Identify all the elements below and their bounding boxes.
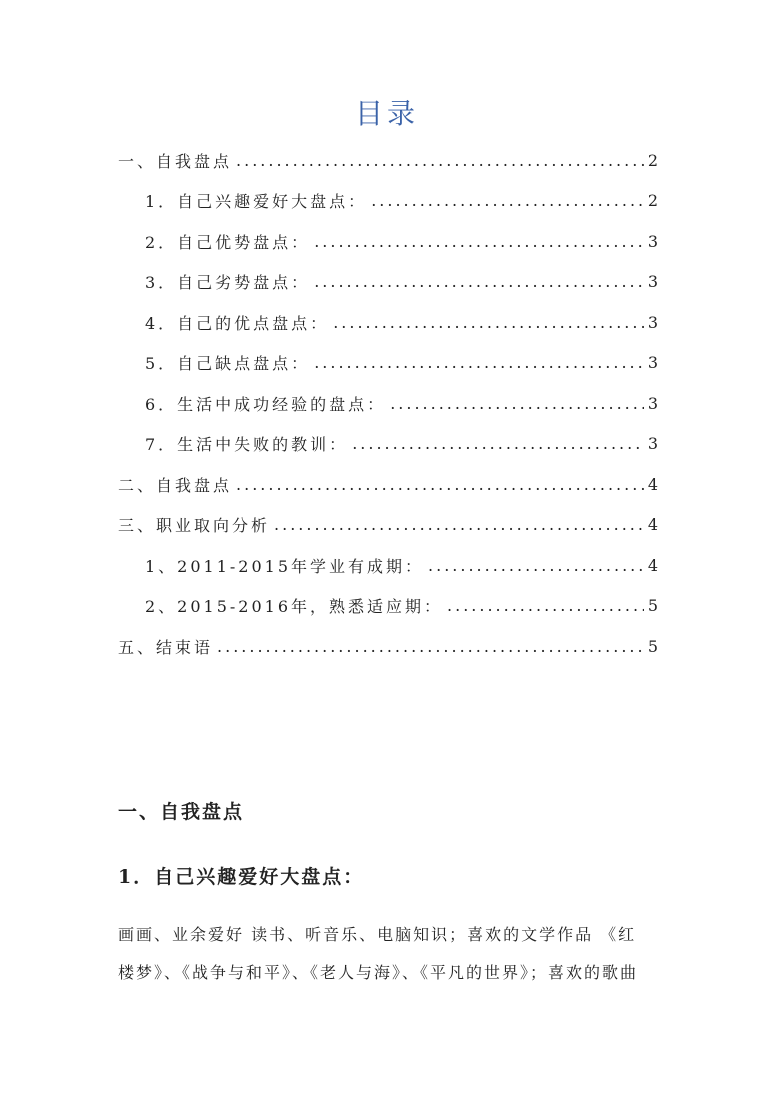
toc-entry-page: 5 — [647, 596, 658, 616]
toc-entry-page: 2 — [647, 150, 658, 170]
body-paragraph — [118, 916, 658, 992]
toc-entry-page: 3 — [647, 434, 658, 454]
section-heading: 一、自我盘点 — [118, 801, 245, 823]
section-subheading: 1．自己兴趣爱好大盘点： — [118, 866, 365, 888]
toc-leader-dots — [333, 313, 644, 332]
toc-entry[interactable] — [118, 586, 658, 627]
toc-leader-dots — [314, 232, 644, 251]
toc-entry-label: 4．自己的优点盘点： — [145, 313, 330, 333]
toc-entry-label: 三、职业取向分析 — [118, 516, 271, 536]
toc-entry-page: 5 — [647, 636, 658, 656]
toc-entry[interactable] — [118, 505, 658, 546]
toc-entry-page: 3 — [647, 231, 658, 251]
toc-entry-page: 3 — [647, 353, 658, 373]
toc-entry-label: 5．自己缺点盘点： — [145, 354, 311, 374]
toc-entry[interactable] — [118, 221, 658, 262]
toc-leader-dots — [390, 394, 644, 413]
toc-entry-page: 3 — [647, 393, 658, 413]
paragraph-line: 画画、业余爱好 读书、听音乐、电脑知识；喜欢的文学作品 《红 — [118, 925, 637, 944]
toc-entry[interactable] — [118, 140, 658, 181]
toc-leader-dots — [314, 353, 644, 372]
toc-entry[interactable] — [118, 545, 658, 586]
toc-entry-label: 7．生活中失败的教训： — [145, 435, 349, 455]
toc-leader-dots — [236, 151, 644, 170]
toc-entry[interactable] — [118, 302, 658, 343]
toc-entry[interactable] — [118, 424, 658, 465]
toc-leader-dots — [352, 434, 644, 453]
toc-entry-label: 五、结束语 — [118, 637, 214, 657]
toc-entry-label: 6．生活中成功经验的盘点： — [145, 394, 387, 414]
toc-entry-page: 4 — [647, 555, 658, 575]
toc-leader-dots — [274, 515, 644, 534]
toc-leader-dots — [428, 556, 644, 575]
toc-entry[interactable] — [118, 626, 658, 667]
toc-entry-label: 3．自己劣势盘点： — [145, 273, 311, 293]
toc-leader-dots — [314, 272, 644, 291]
toc-leader-dots — [371, 191, 644, 210]
toc-entry-page: 2 — [647, 191, 658, 211]
toc-entry-page: 3 — [647, 272, 658, 292]
toc-leader-dots — [217, 637, 644, 656]
toc-entry[interactable] — [118, 464, 658, 505]
toc-entry-label: 2．自己优势盘点： — [145, 232, 311, 252]
paragraph-line: 楼梦》、《战争与和平》、《老人与海》、《平凡的世界》；喜欢的歌曲 — [118, 963, 639, 982]
toc-entry[interactable] — [118, 343, 658, 384]
toc-entry-label: 1．自己兴趣爱好大盘点： — [145, 192, 368, 212]
table-of-contents — [118, 140, 658, 667]
toc-entry-label: 一、自我盘点 — [118, 151, 233, 171]
toc-entry[interactable] — [118, 262, 658, 303]
toc-entry-page: 3 — [647, 312, 658, 332]
toc-title: 目录 — [354, 97, 419, 130]
toc-entry-label: 1、2011-2015年学业有成期： — [145, 556, 425, 576]
toc-entry-label: 2、2015-2016年，熟悉适应期： — [145, 597, 444, 617]
toc-entry-label: 二、自我盘点 — [118, 475, 233, 495]
toc-entry-page: 4 — [647, 474, 658, 494]
toc-leader-dots — [236, 475, 644, 494]
toc-entry[interactable] — [118, 383, 658, 424]
toc-entry[interactable] — [118, 181, 658, 222]
toc-entry-page: 4 — [647, 515, 658, 535]
toc-leader-dots — [447, 596, 644, 615]
